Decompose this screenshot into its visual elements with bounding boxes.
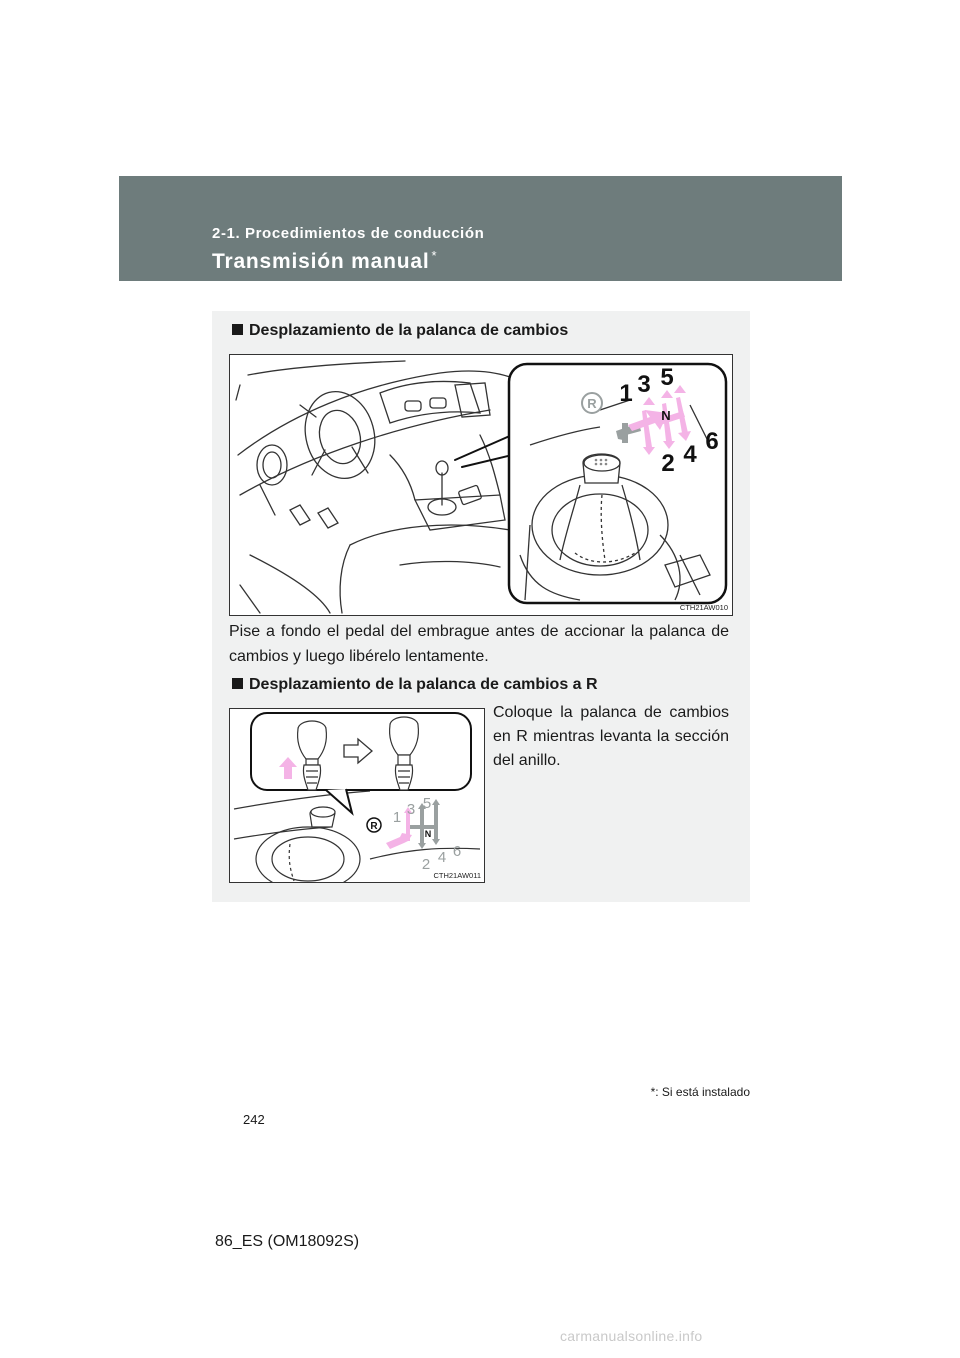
watermark: carmanualsonline.info [560,1328,703,1344]
subheading-shift-to-reverse [232,676,598,694]
section-label: 2-1. Procedimientos de conducción [212,225,485,242]
subheading-text: Desplazamiento de la palanca de cambios a R [249,676,598,693]
footnote: *: Si está instalado [650,1085,750,1099]
gear-label-4: 4 [437,849,447,866]
gear-label-5: 5 [422,795,432,812]
gear-label-3: 3 [406,801,416,818]
gear-label-r: R [587,396,597,411]
figure-reverse-shift [229,708,485,883]
title-asterisk: * [431,248,438,263]
gear-label-6: 6 [452,843,462,860]
gear-label-4: 4 [683,441,697,468]
gear-label-n: N [661,408,671,423]
figure-code: CTH21AW011 [433,871,481,880]
figure-shift-pattern [229,354,733,616]
square-bullet-icon [232,324,243,335]
page-title-text: Transmisión manual [212,250,430,273]
gear-label-1: 1 [392,809,402,826]
gear-label-n: N [424,829,432,839]
reverse-shift-illustration [230,709,484,882]
instruction-text: Pise a fondo el pedal del embrague antes de accionar la palanca de cambios y luego libérelo lentamente. [229,623,729,665]
cockpit-illustration [230,355,732,615]
gear-label-3: 3 [637,371,651,398]
instruction-text-reverse: Coloque la palanca de cambios en R mientras levanta la sección del anillo. [493,704,729,769]
figure-code: CTH21AW010 [679,603,728,612]
subheading-text: Desplazamiento de la palanca de cambios [249,322,569,339]
document-code: 86_ES (OM18092S) [215,1233,360,1250]
gear-label-1: 1 [619,380,633,407]
page-number: 242 [243,1112,265,1127]
gear-label-2: 2 [421,856,431,873]
gear-label-2: 2 [661,450,675,477]
gear-label-6: 6 [705,428,719,455]
square-bullet-icon [232,678,243,689]
gear-label-5: 5 [660,364,674,391]
page-title [212,250,437,274]
reverse-gear-labels [367,795,461,873]
gear-label-r: R [370,821,378,832]
subheading-shift-lever [232,322,568,340]
